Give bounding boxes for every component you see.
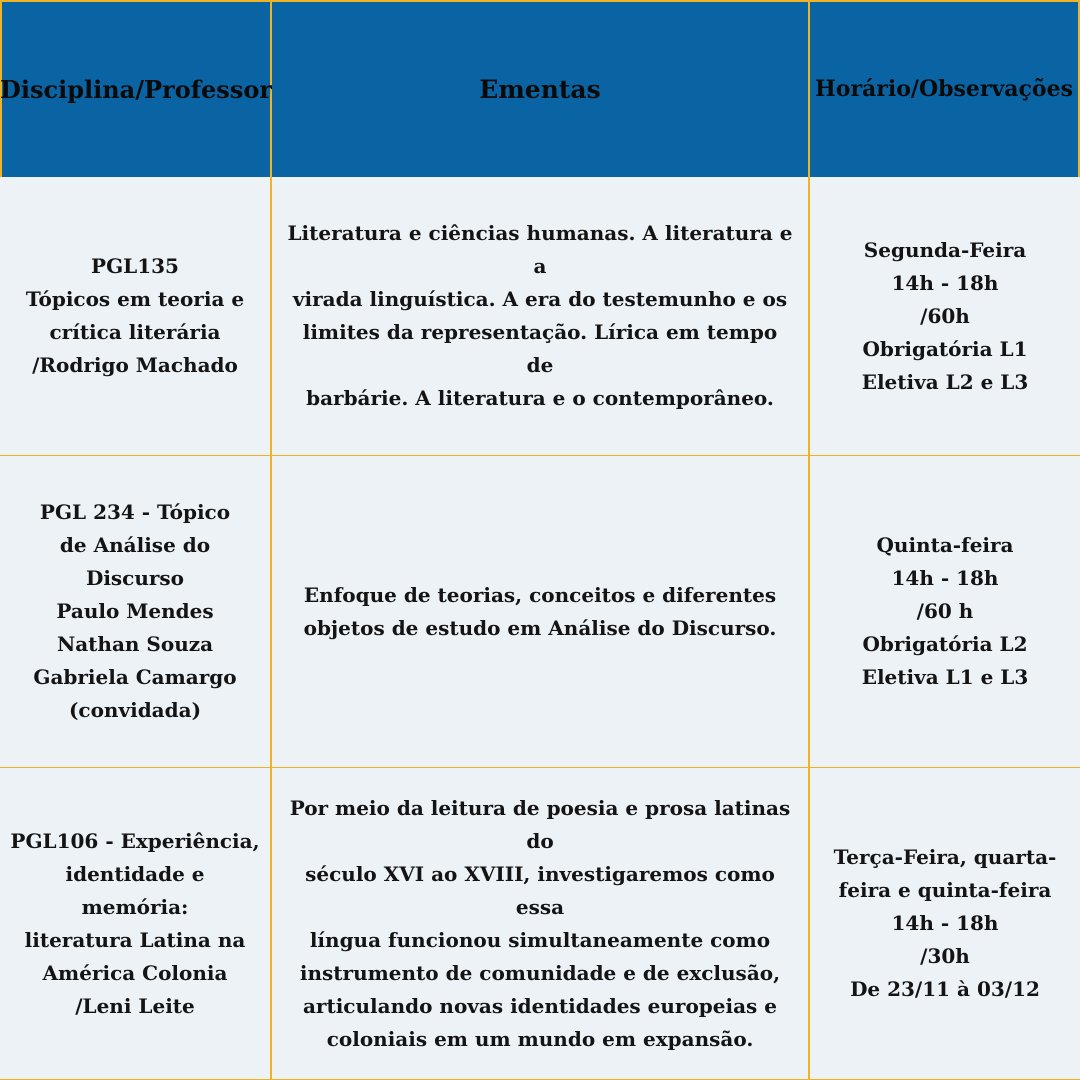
row-3-schedule: Terça-Feira, quarta- feira e quinta-feira 14h - 18h /30h De 23/11 à 03/12 [810,768,1080,1080]
header-summary: Ementas [272,0,810,177]
row-3-summary: Por meio da leitura de poesia e prosa latinas do século XVI ao XVIII, investigaremos como essa língua funcionou simultaneamente como instrumento de comunidade e de exclusão, articulando novas identidades europeias e coloniais em um mundo em expansão. [272,768,810,1080]
row-2-summary: Enfoque de teorias, conceitos e diferentes objetos de estudo em Análise do Discurso. [272,456,810,768]
row-2-discipline: PGL 234 - Tópico de Análise do Discurso Paulo Mendes Nathan Souza Gabriela Camargo (convidada) [0,456,272,768]
row-1-summary: Literatura e ciências humanas. A literatura e a virada linguística. A era do testemunho e os limites da representação. Lírica em tempo de barbárie. A literatura e o contemporâneo. [272,177,810,456]
header-schedule: Horário/Observações [810,0,1080,177]
row-2-schedule: Quinta-feira 14h - 18h /60 h Obrigatória L2 Eletiva L1 e L3 [810,456,1080,768]
header-discipline: Disciplina/Professor [0,0,272,177]
row-1-schedule: Segunda-Feira 14h - 18h /60h Obrigatória L1 Eletiva L2 e L3 [810,177,1080,456]
row-1-discipline: PGL135 Tópicos em teoria e crítica literária /Rodrigo Machado [0,177,272,456]
row-3-discipline: PGL106 - Experiência, identidade e memória: literatura Latina na América Colonia /Leni Leite [0,768,272,1080]
